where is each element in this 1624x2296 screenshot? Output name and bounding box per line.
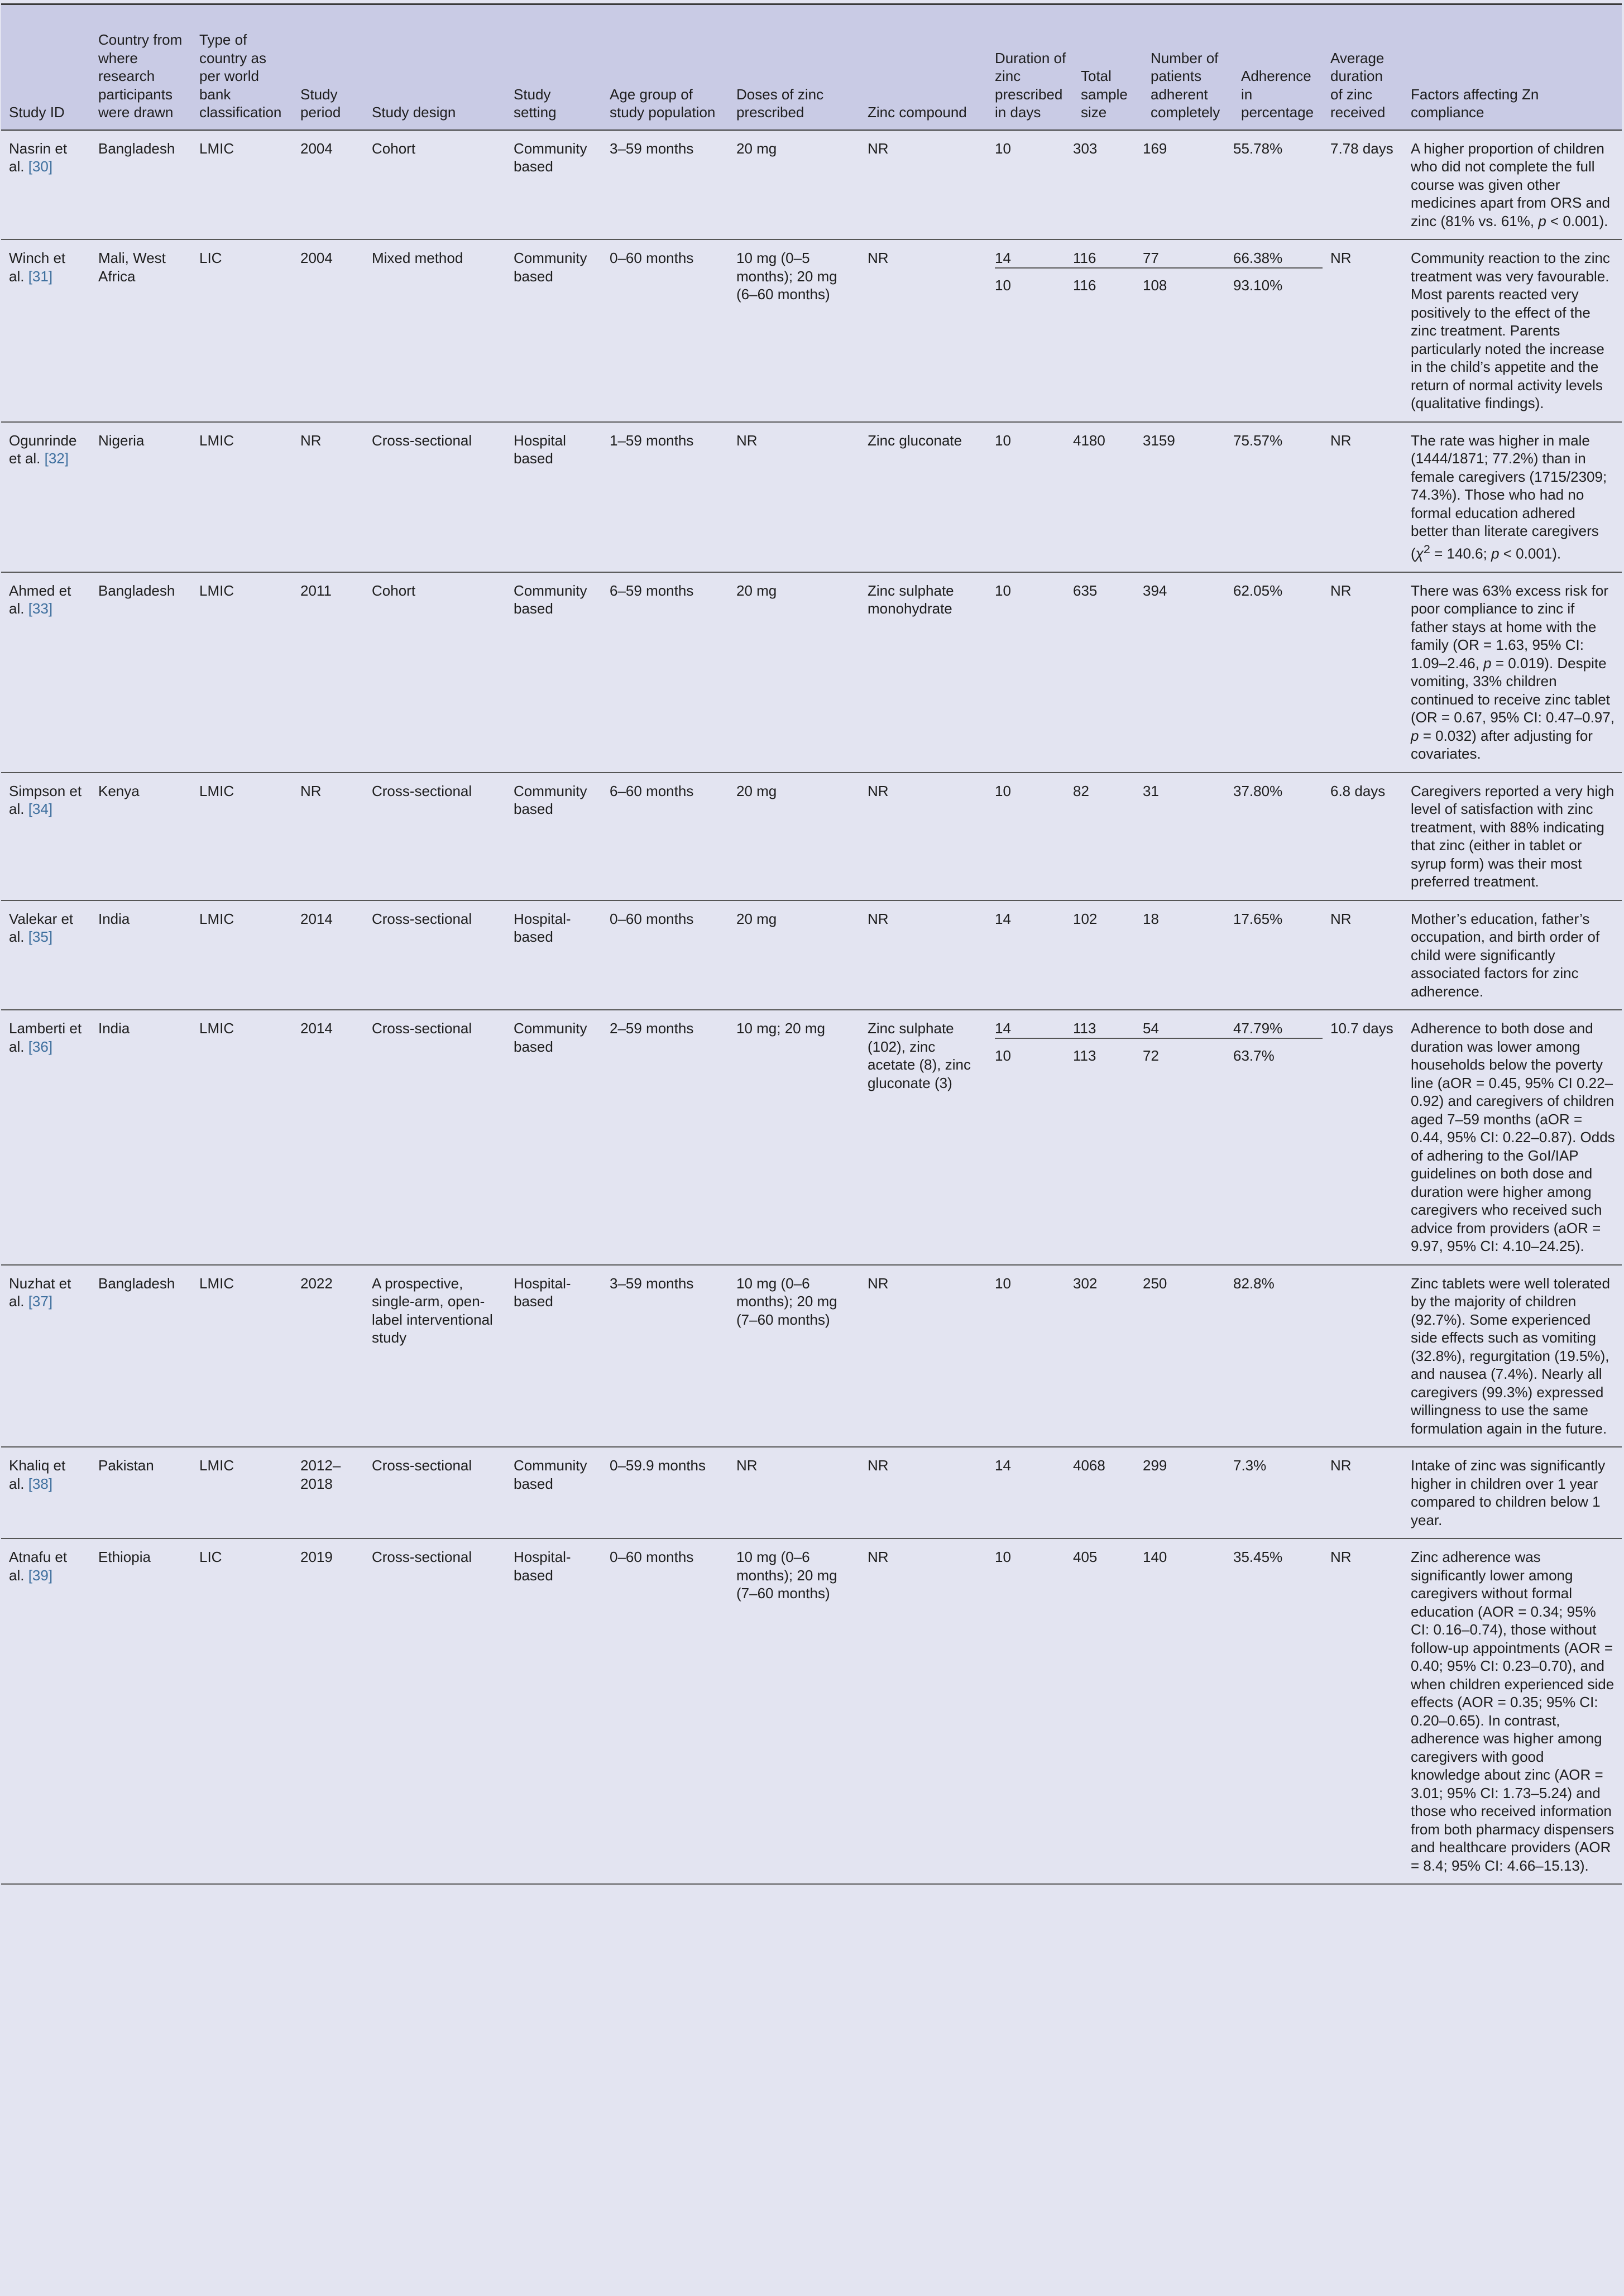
country-type-cell: LMIC <box>199 582 234 599</box>
duration-cell: 10 <box>995 1038 1073 1065</box>
study-id-cell <box>1 1265 90 1447</box>
adherence-subtable <box>995 432 1323 450</box>
factors-cell: Adherence to both dose and duration was lower among households below the poverty line (aOR = 0.45, 95% CI 0.22–0.92) and caregivers of children aged 7–59 months (aOR = 0.44, 95% CI: 0.22–0.87). Odds of adhering to the GoI/IAP guidelines on both dose and duration were higher among caregivers who received such advice from providers (aOR = 9.97, 95% CI: 4.10–24.25). <box>1411 1020 1615 1255</box>
table-row <box>1 1447 1622 1538</box>
adherence-subtable <box>995 1456 1323 1475</box>
zinc-dose-cell: NR <box>736 432 758 449</box>
adherence-subtable-cell <box>987 1265 1323 1447</box>
adherent-cell: 77 <box>1143 250 1159 266</box>
average-duration-cell: 7.78 days <box>1330 140 1393 157</box>
reference-link[interactable]: [38] <box>28 1475 53 1492</box>
study-id-cell <box>1 572 90 773</box>
study-name: Nasrin et al. <box>9 140 68 175</box>
zinc-compound-cell: Zinc gluconate <box>868 432 962 449</box>
factors-cell: Caregivers reported a very high level of satisfaction with zinc treatment, with 88% indicating that zinc (either in tablet or syrup form) was their most preferred treatment. <box>1411 782 1615 890</box>
sample-cell: 302 <box>1073 1274 1098 1292</box>
sample-cell: 113 <box>1073 1020 1096 1037</box>
adherence-subrow <box>995 1274 1323 1293</box>
age-group-cell: 2–59 months <box>610 1020 694 1037</box>
adherence-subtable <box>995 782 1323 801</box>
reference-link[interactable]: [30] <box>28 158 53 175</box>
study-period-cell: 2019 <box>300 1549 333 1566</box>
age-group-cell: 1–59 months <box>610 432 694 449</box>
adherence-subtable <box>995 1548 1323 1566</box>
adherent-cell: 108 <box>1143 268 1233 295</box>
table-row <box>1 900 1622 1010</box>
age-group-cell: 0–60 months <box>610 250 694 266</box>
study-period-cell: 2012–2018 <box>300 1457 341 1492</box>
age-group-cell: 0–60 months <box>610 910 694 927</box>
adherence-subtable-cell <box>987 900 1323 1010</box>
pct-cell: 17.65% <box>1233 910 1283 927</box>
factors-cell: Mother’s education, father’s occupation, and birth order of child were significantly associated factors for zinc adherence. <box>1411 910 1600 1000</box>
adherent-cell: 18 <box>1143 910 1159 927</box>
pct-cell: 82.8% <box>1233 1274 1275 1292</box>
study-setting-cell: Community based <box>514 140 587 175</box>
country-cell: Ethiopia <box>98 1549 151 1566</box>
study-period-cell: 2014 <box>300 910 333 927</box>
study-setting-cell: Community based <box>514 250 587 285</box>
study-id-cell <box>1 130 90 240</box>
country-cell: Mali, West Africa <box>98 250 166 285</box>
adherent-cell: 394 <box>1143 582 1167 599</box>
duration-cell: 14 <box>995 250 1011 266</box>
factors-cell: Zinc tablets were well tolerated by the majority of children (92.7%). Some experienced side effects such as vomiting (32.8%), regurgitation (19.5%), and nausea (7.4%). Nearly all caregivers (99.3%) expressed willingness to use the same formulation again in the future. <box>1411 1274 1610 1437</box>
column-header: Number of patients adherent completely <box>1143 4 1233 130</box>
age-group-cell: 3–59 months <box>610 1274 694 1292</box>
duration-cell: 14 <box>995 1020 1011 1037</box>
adherence-subtable-cell <box>987 1447 1323 1538</box>
study-id-cell <box>1 239 90 422</box>
column-header: Country from where research participants were drawn <box>90 4 191 130</box>
study-setting-cell: Community based <box>514 1020 587 1055</box>
average-duration-cell: NR <box>1330 1549 1352 1566</box>
country-cell: Bangladesh <box>98 582 175 599</box>
study-setting-cell: Hospital based <box>514 432 566 467</box>
column-header: Zinc compound <box>860 4 987 130</box>
adherent-cell: 250 <box>1143 1274 1167 1292</box>
factors-cell: The rate was higher in male (1444/1871; 77.2%) than in female caregivers (1715/2309; 74.3%). Those who had no formal education adhered better than literate caregivers ($\chi^2 = 140.6$; p < 0.001). <box>1411 432 1607 562</box>
column-header: Study setting <box>506 4 602 130</box>
study-name: Ogunrinde et al. <box>9 432 77 467</box>
country-type-cell: LMIC <box>199 1457 234 1474</box>
adherence-subrow <box>995 582 1323 600</box>
zinc-adherence-table <box>1 3 1622 1885</box>
reference-link[interactable]: [39] <box>28 1566 53 1584</box>
table-row <box>1 1265 1622 1447</box>
country-type-cell: LMIC <box>199 1274 234 1292</box>
adherence-subrow <box>995 249 1323 268</box>
adherence-subrow <box>995 1456 1323 1475</box>
zinc-dose-cell: 10 mg (0–6 months); 20 mg (7–60 months) <box>736 1274 837 1328</box>
average-duration-cell: NR <box>1330 432 1352 449</box>
study-id-cell <box>1 900 90 1010</box>
zinc-compound-cell: NR <box>868 1457 889 1474</box>
study-setting-cell: Community based <box>514 782 587 818</box>
country-cell: Bangladesh <box>98 1274 175 1292</box>
sample-cell: 116 <box>1073 268 1143 295</box>
table-row <box>1 422 1622 572</box>
country-type-cell: LMIC <box>199 140 234 157</box>
adherence-subtable <box>995 1274 1323 1293</box>
adherence-subrow <box>995 910 1323 928</box>
reference-link[interactable]: [32] <box>44 450 69 467</box>
zinc-dose-cell: 20 mg <box>736 782 777 799</box>
zinc-dose-cell: 20 mg <box>736 910 777 927</box>
sample-cell: 4068 <box>1073 1457 1105 1474</box>
country-type-cell: LMIC <box>199 432 234 449</box>
average-duration-cell: NR <box>1330 910 1352 927</box>
country-type-cell: LMIC <box>199 1020 234 1037</box>
study-id-cell <box>1 1538 90 1884</box>
adherence-subtable-cell <box>987 422 1323 572</box>
sample-cell: 82 <box>1073 782 1089 799</box>
duration-cell: 10 <box>995 1274 1011 1292</box>
factors-cell: A higher proportion of children who did not complete the full course was given other medicines apart from ORS and zinc (81% vs. 61%, p < 0.001). <box>1411 140 1610 229</box>
study-period-cell: NR <box>300 782 322 799</box>
table-body <box>1 130 1622 1885</box>
study-design-cell: Mixed method <box>372 250 463 266</box>
zinc-compound-cell: NR <box>868 1274 889 1292</box>
country-cell: Bangladesh <box>98 140 175 157</box>
sample-cell: 303 <box>1073 140 1098 157</box>
column-header: Study ID <box>1 4 90 130</box>
column-header: Factors affecting Zn compliance <box>1403 4 1622 130</box>
study-setting-cell: Community based <box>514 1457 587 1492</box>
adherence-subtable <box>995 1019 1323 1065</box>
adherent-cell: 140 <box>1143 1549 1167 1566</box>
age-group-cell: 0–60 months <box>610 1549 694 1566</box>
adherence-subrow <box>995 140 1323 158</box>
zinc-compound-cell: Zinc sulphate monohydrate <box>868 582 954 617</box>
table-row <box>1 1010 1622 1265</box>
reference-link[interactable]: [35] <box>28 928 53 946</box>
study-setting-cell: Hospital-based <box>514 1549 571 1584</box>
adherence-subtable <box>995 140 1323 158</box>
study-setting-cell: Hospital-based <box>514 910 571 946</box>
zinc-compound-cell: NR <box>868 140 889 157</box>
zinc-compound-cell: NR <box>868 1549 889 1566</box>
sample-cell: 116 <box>1073 250 1096 266</box>
country-cell: Pakistan <box>98 1457 154 1474</box>
zinc-dose-cell: 20 mg <box>736 582 777 599</box>
factors-cell: Community reaction to the zinc treatment was very favourable. Most parents reacted very positively to the effect of the zinc treatment. Parents particularly noted the increase in the child’s appetite and the return of normal activity levels (qualitative findings). <box>1411 250 1610 411</box>
adherent-cell: 31 <box>1143 782 1159 799</box>
study-name: Simpson et al. <box>9 782 82 818</box>
age-group-cell: 3–59 months <box>610 140 694 157</box>
pct-cell: 47.79% <box>1233 1020 1283 1037</box>
reference-link[interactable]: [31] <box>28 267 53 285</box>
country-cell: Nigeria <box>98 432 145 449</box>
table-row <box>1 572 1622 773</box>
sample-cell: 635 <box>1073 582 1098 599</box>
duration-cell: 14 <box>995 910 1011 927</box>
study-name: Atnafu et al. <box>9 1549 68 1584</box>
sample-cell: 102 <box>1073 910 1098 927</box>
study-name: Valekar et al. <box>9 910 74 946</box>
adherence-subtable <box>995 582 1323 600</box>
column-header: Age group of study population <box>602 4 729 130</box>
adherent-cell: 3159 <box>1143 432 1175 449</box>
zinc-dose-cell: 10 mg (0–5 months); 20 mg (6–60 months) <box>736 250 837 303</box>
column-header: Average duration of zinc received <box>1323 4 1403 130</box>
adherence-subtable-cell <box>987 239 1323 422</box>
country-cell: India <box>98 1020 130 1037</box>
study-design-cell: A prospective, single-arm, open-label interventional study <box>372 1274 493 1346</box>
adherence-subtable-cell <box>987 572 1323 773</box>
adherent-cell: 72 <box>1143 1038 1233 1065</box>
adherent-cell: 299 <box>1143 1457 1167 1474</box>
table-row <box>1 130 1622 240</box>
column-header: Duration of zinc prescribed in days <box>987 4 1073 130</box>
study-period-cell: NR <box>300 432 322 449</box>
study-period-cell: 2004 <box>300 140 333 157</box>
study-id-cell <box>1 773 90 900</box>
factors-cell: Intake of zinc was significantly higher in children over 1 year compared to children below 1 year. <box>1411 1457 1606 1528</box>
adherence-subtable-cell <box>987 1538 1323 1884</box>
study-design-cell: Cross-sectional <box>372 1020 472 1037</box>
pct-cell: 62.05% <box>1233 582 1283 599</box>
adherence-subtable-cell <box>987 1010 1323 1265</box>
pct-cell: 7.3% <box>1233 1457 1267 1474</box>
pct-cell: 35.45% <box>1233 1549 1283 1566</box>
duration-cell: 10 <box>995 140 1011 157</box>
country-type-cell: LMIC <box>199 910 234 927</box>
age-group-cell: 0–59.9 months <box>610 1457 706 1474</box>
duration-cell: 10 <box>995 268 1073 295</box>
country-type-cell: LIC <box>199 250 222 266</box>
study-name: Ahmed et al. <box>9 582 71 617</box>
study-period-cell: 2011 <box>300 582 332 599</box>
zinc-compound-cell: Zinc sulphate (102), zinc acetate (8), zinc gluconate (3) <box>868 1020 971 1091</box>
pct-cell: 66.38% <box>1233 250 1283 266</box>
column-header: Adherence in percentage <box>1233 4 1323 130</box>
zinc-dose-cell: 10 mg (0–6 months); 20 mg (7–60 months) <box>736 1549 837 1602</box>
zinc-dose-cell: NR <box>736 1457 758 1474</box>
pct-cell: 63.7% <box>1233 1038 1323 1065</box>
column-header: Doses of zinc prescribed <box>729 4 860 130</box>
sample-cell: 405 <box>1073 1549 1098 1566</box>
study-name: Winch et al. <box>9 250 66 285</box>
adherence-subrow <box>995 1038 1323 1065</box>
duration-cell: 10 <box>995 782 1011 799</box>
study-id-cell <box>1 1447 90 1538</box>
adherence-subrow <box>995 1019 1323 1038</box>
factors-cell: There was 63% excess risk for poor compliance to zinc if father stays at home with the family (OR = 1.63, 95% CI: 1.09–2.46, p = 0.019). Despite vomiting, 33% children continued to receive zinc tablet (OR = 0.67, 95% CI: 0.47–0.97, p = 0.032) after adjusting for covariates. <box>1411 582 1615 763</box>
duration-cell: 10 <box>995 1549 1011 1566</box>
study-design-cell: Cross-sectional <box>372 910 472 927</box>
study-setting-cell: Community based <box>514 582 587 617</box>
reference-link[interactable]: [34] <box>28 801 53 818</box>
column-header: Total sample size <box>1073 4 1143 130</box>
study-period-cell: 2014 <box>300 1020 333 1037</box>
table-row <box>1 773 1622 900</box>
study-design-cell: Cross-sectional <box>372 1549 472 1566</box>
pct-cell: 37.80% <box>1233 782 1283 799</box>
study-name: Lamberti et al. <box>9 1020 82 1055</box>
study-name: Khaliq et al. <box>9 1457 66 1492</box>
country-cell: India <box>98 910 130 927</box>
column-header: Study period <box>293 4 364 130</box>
average-duration-cell: 10.7 days <box>1330 1020 1393 1037</box>
adherence-subtable <box>995 249 1323 294</box>
header-row <box>1 4 1622 130</box>
average-duration-cell: 6.8 days <box>1330 782 1386 799</box>
country-type-cell: LIC <box>199 1549 222 1566</box>
column-header: Study design <box>364 4 506 130</box>
country-cell: Kenya <box>98 782 140 799</box>
study-design-cell: Cohort <box>372 140 416 157</box>
age-group-cell: 6–59 months <box>610 582 694 599</box>
zinc-compound-cell: NR <box>868 250 889 266</box>
pct-cell: 55.78% <box>1233 140 1283 157</box>
pct-cell: 93.10% <box>1233 268 1323 295</box>
zinc-dose-cell: 20 mg <box>736 140 777 157</box>
average-duration-cell: NR <box>1330 582 1352 599</box>
reference-link[interactable]: [36] <box>28 1038 53 1055</box>
study-design-cell: Cohort <box>372 582 416 599</box>
duration-cell: 14 <box>995 1457 1011 1474</box>
table-header <box>1 4 1622 130</box>
pct-cell: 75.57% <box>1233 432 1283 449</box>
table-row <box>1 239 1622 422</box>
adherence-subrow <box>995 1548 1323 1566</box>
study-id-cell <box>1 1010 90 1265</box>
adherent-cell: 169 <box>1143 140 1167 157</box>
column-header: Type of country as per world bank classification <box>191 4 293 130</box>
zinc-compound-cell: NR <box>868 910 889 927</box>
adherence-subrow <box>995 782 1323 801</box>
study-id-cell <box>1 422 90 572</box>
study-name: Nuzhat et al. <box>9 1274 71 1310</box>
average-duration-cell: NR <box>1330 1457 1352 1474</box>
study-period-cell: 2022 <box>300 1274 333 1292</box>
study-period-cell: 2004 <box>300 250 333 266</box>
sample-cell: 113 <box>1073 1038 1143 1065</box>
adherence-subtable <box>995 910 1323 928</box>
sample-cell: 4180 <box>1073 432 1105 449</box>
age-group-cell: 6–60 months <box>610 782 694 799</box>
adherence-subrow <box>995 268 1323 295</box>
zinc-dose-cell: 10 mg; 20 mg <box>736 1020 825 1037</box>
reference-link[interactable]: [33] <box>28 600 53 617</box>
study-design-cell: Cross-sectional <box>372 432 472 449</box>
adherent-cell: 54 <box>1143 1020 1159 1037</box>
zinc-compound-cell: NR <box>868 782 889 799</box>
duration-cell: 10 <box>995 582 1011 599</box>
average-duration-cell: NR <box>1330 250 1352 266</box>
adherence-subtable-cell <box>987 773 1323 900</box>
study-setting-cell: Hospital-based <box>514 1274 571 1310</box>
average-duration-cell <box>1323 1265 1403 1447</box>
study-design-cell: Cross-sectional <box>372 1457 472 1474</box>
factors-cell: Zinc adherence was significantly lower among caregivers without formal education (AOR = 0.34; 95% CI: 0.16–0.74), those without follow-up appointments (AOR = 0.40; 95% CI: 0.23–0.70), and when children experienced side effects (AOR = 0.35; 95% CI: 0.20–0.65). In contrast, adherence was higher among caregivers with good knowledge about zinc (AOR = 3.01; 95% CI: 1.73–5.24) and those who received information from both pharmacy dispensers and healthcare providers (AOR = 8.4; 95% CI: 4.66–15.13). <box>1411 1549 1615 1874</box>
adherence-subrow <box>995 432 1323 450</box>
study-design-cell: Cross-sectional <box>372 782 472 799</box>
adherence-subtable-cell <box>987 130 1323 240</box>
duration-cell: 10 <box>995 432 1011 449</box>
reference-link[interactable]: [37] <box>28 1293 53 1310</box>
country-type-cell: LMIC <box>199 782 234 799</box>
table-row <box>1 1538 1622 1884</box>
